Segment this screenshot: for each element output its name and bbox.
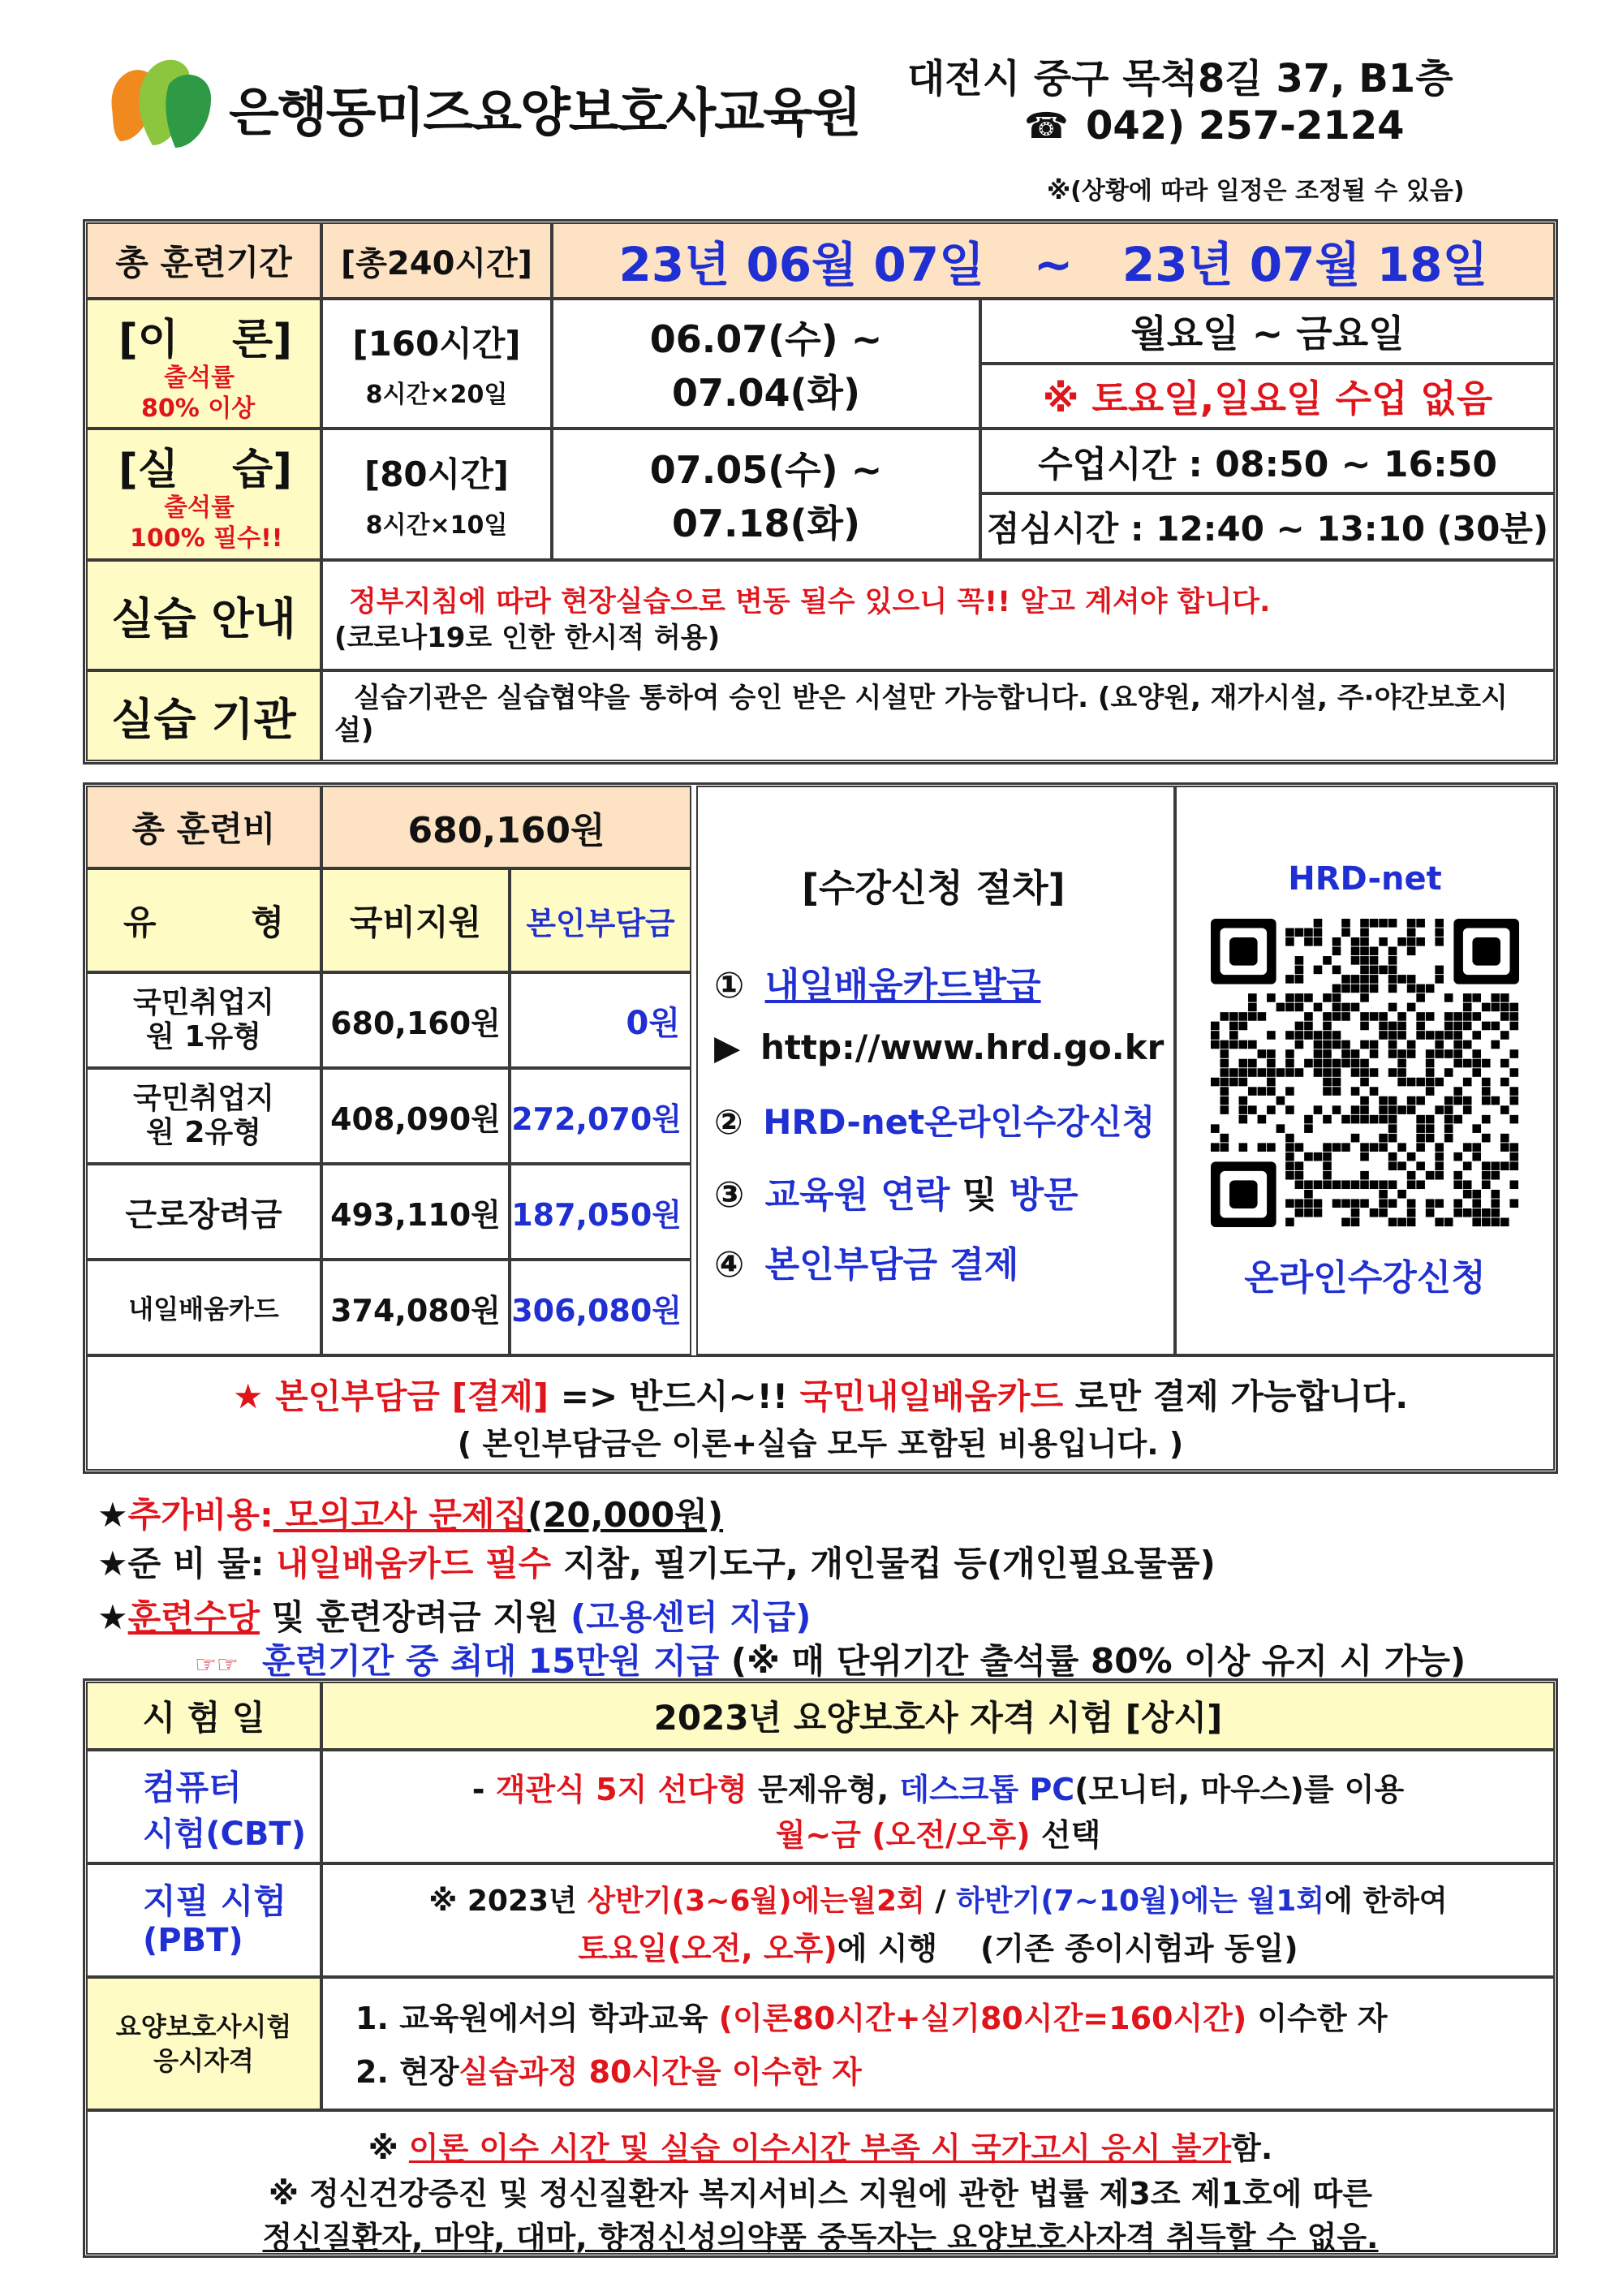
fee-label: 총 훈련비: [86, 786, 321, 868]
supplies-label: 준 비 물:: [127, 1544, 277, 1583]
pointing-hand-icon: ☞☞: [195, 1651, 239, 1679]
allowance-support: 및 훈련장려금 지원: [259, 1597, 571, 1637]
enroll-step: [714, 956, 1041, 1008]
practice-org-text: 실습기관은 실습협약을 통하여 승인 받은 시설만 가능합니다. (요양원, 재가시설, 주·야간보호시설): [321, 670, 1555, 761]
step-card-issue[interactable]: 내일배움카드발급: [764, 965, 1041, 1006]
enroll-title: [수강신청 절차]: [802, 866, 1065, 910]
payment-self-pay: 본인부담금 [결제]: [275, 1376, 549, 1416]
theory-hours: [160시간]: [352, 324, 521, 364]
pbt-line2: [323, 1923, 1553, 1968]
supplies-line: [97, 1537, 1216, 1586]
allowance-center: (고용센터 지급): [570, 1597, 812, 1637]
practice-title-right: 습]: [232, 446, 292, 494]
qual-line2: [355, 2047, 862, 2091]
qual-1-prefix: 1. 교육원에서의 학과교육: [355, 2001, 719, 2036]
period-range: 23년 06월 07일 ~ 23년 07월 18일: [552, 222, 1555, 299]
mock-exam-price: (20,000원): [527, 1495, 724, 1535]
note-line1: [88, 2123, 1553, 2168]
pbt-first-half: 상반기(3~6월)에는월2회: [587, 1885, 925, 1918]
enroll-step: [714, 1027, 1164, 1067]
step-payment: 본인부담금 결제: [764, 1244, 1019, 1286]
supplies-list: 지참, 필기도구, 개인물컵 등(개인필요물품): [551, 1544, 1216, 1583]
enroll-step: [714, 1235, 1018, 1287]
theory-hours-cell: [321, 299, 552, 429]
note-end: 함.: [1231, 2130, 1273, 2166]
payment-card: 국민내일배움카드: [799, 1376, 1064, 1416]
supplies-card-required: 내일배움카드 필수: [276, 1544, 552, 1583]
lunch-time: 점심시간 : 12:40 ~ 13:10 (30분): [980, 493, 1555, 560]
theory-title-left: [이: [118, 316, 179, 364]
qual-1-suffix: 이수한 자: [1246, 2001, 1388, 2036]
allowance-max: 훈련기간 중 최대 15만원 지급: [262, 1641, 720, 1681]
phone-number: 042) 257-2124: [1086, 103, 1405, 149]
theory-days: 월요일 ~ 금요일: [980, 299, 1555, 364]
practice-guide-line2: (코로나19로 인한 한시적 허용): [334, 622, 721, 654]
exam-title: 2023년 요양보호사 자격 시험 [상시]: [321, 1682, 1555, 1750]
practice-hours-detail: 8시간×10일: [365, 511, 508, 540]
star-icon: ★: [97, 1495, 128, 1535]
practice-dates: 07.05(수) ~ 07.18(화): [552, 429, 980, 560]
theory-title-right: 론]: [232, 316, 292, 364]
cbt-detail-cell: [321, 1750, 1555, 1863]
enroll-panel: [696, 786, 1175, 1355]
step-number: ④: [714, 1244, 745, 1286]
cbt-label-cell: [86, 1750, 321, 1863]
practice-guide-line1: 정부지침에 따라 현장실습으로 변동 될수 있으니 꼭!! 알고 계셔야 합니다.: [349, 586, 1271, 618]
allowance-line: [97, 1591, 811, 1639]
fee-row-type: 내일배움카드: [86, 1260, 321, 1355]
practice-guide-cell: [321, 560, 1555, 670]
pbt-second-half: 하반기(7~10월)에는 월1회: [956, 1885, 1325, 1918]
step-number: ①: [714, 965, 745, 1006]
payment-line: [88, 1370, 1553, 1419]
fee-row-gov: 408,090원: [321, 1068, 510, 1164]
cbt-dash: -: [471, 1772, 496, 1807]
fee-row-self: 0원: [510, 972, 691, 1068]
pbt-limit: 에 한하여: [1324, 1885, 1448, 1918]
qr-code-graphic: [1211, 919, 1519, 1227]
qual-label-2: 응시자격: [153, 2045, 254, 2076]
cbt-select: 선택: [1030, 1817, 1101, 1853]
allowance-condition: (※ 매 단위기간 출석률 80% 이상 유지 시 가능): [719, 1641, 1466, 1681]
theory-hours-detail: 8시간×20일: [365, 381, 508, 409]
cbt-schedule: 월~금 (오전/오후): [775, 1817, 1031, 1853]
cbt-desktop: 데스크톱 PC: [899, 1772, 1075, 1807]
practice-hours: [80시간]: [364, 454, 509, 494]
arrow-icon: ▶: [714, 1027, 741, 1067]
pbt-year: ※ 2023년: [428, 1885, 588, 1918]
org-name: 은행동미즈요양보호사교육원: [229, 84, 860, 144]
step-online-apply: HRD-net온라인수강신청: [763, 1102, 1156, 1142]
payment-note-cell: [86, 1355, 1555, 1471]
fee-row-gov: 493,110원: [321, 1164, 510, 1260]
note-line2: ※ 정신건강증진 및 정신질환자 복지서비스 지원에 관한 법률 제3조 제1호에 따른: [268, 2176, 1373, 2212]
schedule-note: ※(상황에 따라 일정은 조정될 수 있음): [1047, 177, 1465, 205]
phone-icon: ☎: [1024, 106, 1069, 147]
qual-label-1: 요양보호사시험: [115, 2011, 292, 2042]
cbt-line1: [323, 1764, 1553, 1809]
fee-row-gov: 680,160원: [321, 972, 510, 1068]
practice-attendance-req: 100% 필수!!: [130, 524, 283, 553]
star-icon: ★: [97, 1597, 128, 1637]
qual-2-practice: 실습과정 80시간을 이수한 자: [458, 2054, 862, 2090]
fee-total: 680,160원: [321, 786, 691, 868]
logo: [104, 52, 217, 153]
step-visit: 방문: [1009, 1174, 1078, 1216]
mock-exam-book: 모의고사 문제집: [273, 1495, 527, 1535]
extra-cost-line: [97, 1488, 723, 1537]
pbt-label-cell: [86, 1863, 321, 1977]
fee-row-self: 272,070원: [510, 1068, 691, 1164]
enroll-step: [714, 1096, 1155, 1144]
pbt-label-1: 지필 시험: [143, 1881, 286, 1921]
practice-title-cell: [86, 429, 321, 560]
qual-detail-cell: [321, 1977, 1555, 2110]
period-label: 총 훈련기간: [86, 222, 321, 299]
theory-attendance-req: 80% 이상: [141, 394, 256, 423]
pbt-saturday: 토요일(오전, 오후): [578, 1931, 837, 1966]
star-icon: ★: [97, 1544, 128, 1583]
fee-header-type: 유 형: [86, 868, 321, 972]
theory-dates: 06.07(수) ~ 07.04(화): [552, 299, 980, 429]
fee-row-gov: 374,080원: [321, 1260, 510, 1355]
allowance-detail-line: [195, 1635, 1466, 1683]
qr-panel: [1175, 786, 1555, 1355]
payment-note: ( 본인부담금은 이론+실습 모두 포함된 비용입니다. ): [457, 1426, 1184, 1462]
period-hours: [총240시간]: [321, 222, 552, 299]
cbt-label-1: 컴퓨터: [143, 1768, 242, 1807]
allowance-label: 훈련수당: [127, 1597, 260, 1637]
pbt-line1: [323, 1878, 1553, 1919]
hrd-link[interactable]: http://www.hrd.go.kr: [760, 1027, 1165, 1067]
note-mark: ※: [368, 2130, 409, 2166]
step-contact: 교육원 연락: [764, 1174, 950, 1216]
practice-hours-cell: [321, 429, 552, 560]
cbt-equipment: (모니터, 마우스)를 이용: [1074, 1772, 1405, 1807]
cbt-label-2: 시험(CBT): [143, 1816, 306, 1853]
extra-cost-label: 추가비용:: [127, 1495, 273, 1535]
cbt-type: 문제유형,: [747, 1772, 900, 1807]
fee-row-self: 187,050원: [510, 1164, 691, 1260]
qual-line1: [355, 1993, 1388, 2038]
practice-org-label: 실습 기관: [86, 670, 321, 761]
fee-row-type: 근로장려금: [86, 1164, 321, 1260]
pbt-held: 에 시행 (기존 종이시험과 동일): [837, 1931, 1298, 1966]
practice-attendance: 출석률: [164, 493, 235, 522]
class-time: 수업시간 : 08:50 ~ 16:50: [980, 429, 1555, 493]
fee-row-type: 국민취업지원 2유형: [86, 1068, 321, 1164]
practice-title-left: [실: [118, 446, 179, 494]
qual-1-hours: (이론80시간+실기80시간=160시간): [718, 2001, 1247, 2036]
enroll-step: [714, 1165, 1078, 1217]
qual-label-cell: [86, 1977, 321, 2110]
cbt-line2: [323, 1810, 1553, 1854]
fee-row-self: 306,080원: [510, 1260, 691, 1355]
pbt-label-2: (PBT): [143, 1922, 243, 1959]
pbt-detail-cell: [321, 1863, 1555, 1977]
qr-code-icon[interactable]: [1211, 919, 1519, 1227]
fee-header-self: 본인부담금: [510, 868, 691, 972]
step-number: ②: [714, 1102, 743, 1142]
qual-2-prefix: 2. 현장: [355, 2054, 459, 2090]
practice-guide-label: 실습 안내: [86, 560, 321, 670]
step-number: ③: [714, 1174, 745, 1216]
note-line3: 정신질환자, 마약, 대마, 향정신성의약품 중독자는 요양보호사자격 취득할 수 없음.: [262, 2220, 1379, 2255]
cbt-multiple-choice: 객관식 5지 선다형: [495, 1772, 747, 1807]
theory-attendance: 출석률: [164, 364, 235, 392]
theory-title-cell: [86, 299, 321, 429]
qr-caption: 온라인수강신청: [1244, 1257, 1486, 1299]
payment-only: 로만 결제 가능합니다.: [1063, 1376, 1409, 1416]
theory-no-weekend: ※ 토요일,일요일 수업 없음: [980, 364, 1555, 429]
address: 대전시 중구 목척8길 37, B1층: [907, 56, 1453, 101]
note-insufficient-hours: 이론 이수 시간 및 실습 이수시간 부족 시 국가고시 응시 불가: [408, 2130, 1232, 2166]
pbt-slash: /: [924, 1885, 957, 1918]
star-icon: ★: [232, 1376, 264, 1416]
step-and: 및: [949, 1174, 1010, 1216]
qr-title: HRD-net: [1288, 860, 1442, 898]
fee-row-type: 국민취업지원 1유형: [86, 972, 321, 1068]
logo-leaves-icon: [104, 52, 217, 153]
fee-header-gov: 국비지원: [321, 868, 510, 972]
payment-must: => 반드시~!!: [549, 1376, 800, 1416]
exam-label: 시 험 일: [86, 1682, 321, 1750]
exam-notes-cell: [86, 2110, 1555, 2255]
